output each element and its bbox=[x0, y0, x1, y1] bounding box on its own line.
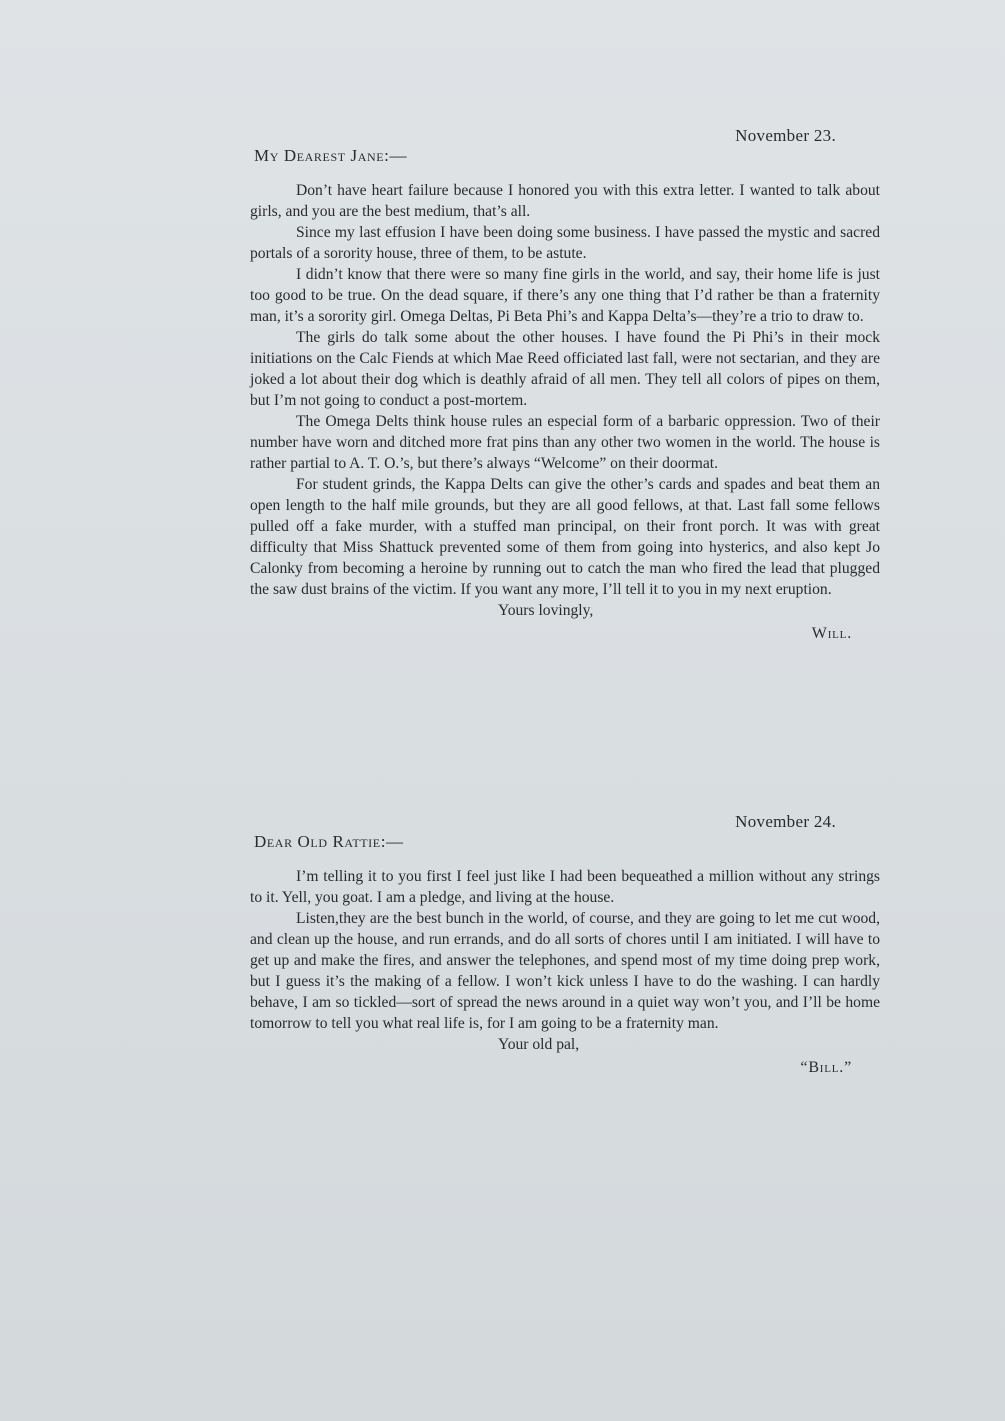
letter-november-24 bbox=[250, 812, 880, 1077]
letter-paragraph: Since my last effusion I have been doing some business. I have passed the mystic and sacred portals of a sorority house, three of them, to be astute. bbox=[250, 224, 880, 262]
letter-date: November 23. bbox=[735, 126, 836, 145]
letter-salutation: My Dearest Jane:— bbox=[254, 146, 408, 165]
letter-paragraph: The girls do talk some about the other houses. I have found the Pi Phi’s in their mock initiations on the Calc Fiends at which Mae Reed officiated last fall, were not sectarian, and they are joked a lot about their dog which is deathly afraid of all men. They tell all colors of pipes on them, but I’m not going to conduct a post-mortem. bbox=[250, 329, 880, 409]
letter-signature: Will. bbox=[811, 625, 852, 642]
letter-paragraph: I didn’t know that there were so many fine girls in the world, and say, their home life is just too good to be true. On the dead square, if there’s any one thing that I’d rather be than a fraternity man, it’s a sorority girl. Omega Deltas, Pi Beta Phi’s and Kappa Delta’s—they’re a trio to draw to. bbox=[250, 266, 880, 325]
letter-signature: “Bill.” bbox=[800, 1059, 852, 1076]
letter-november-23 bbox=[250, 126, 880, 643]
letter-salutation: Dear Old Rattie:— bbox=[254, 832, 404, 851]
letter-paragraph: I’m telling it to you first I feel just like I had been bequeathed a million without any strings to it. Yell, you goat. I am a pledge, and living at the house. bbox=[250, 868, 880, 906]
letter-paragraph: Listen,they are the best bunch in the world, of course, and they are going to let me cut wood, and clean up the house, and run errands, and do all sorts of chores until I am initiated. I will have to get up and make the fires, and answer the telephones, and spend most of my time doing prep work, but I guess it’s the making of a fellow. I won’t kick unless I have to do the washing. I can hardly behave, I am so tickled—sort of spread the news around in a quiet way won’t you, and I’ll be home tomorrow to tell you what real life is, for I am going to be a fraternity man. bbox=[250, 910, 880, 1032]
letter-paragraph: Don’t have heart failure because I honored you with this extra letter. I wanted to talk about girls, and you are the best medium, that’s all. bbox=[250, 182, 880, 220]
letter-paragraph: For student grinds, the Kappa Delts can give the other’s cards and spades and beat them an open length to the half mile grounds, but they are all good fellows, at that. Last fall some fellows pulled off a fake murder, with a stuffed man principal, on their front porch. It was with great difficulty that Miss Shattuck prevented some of them from going into hysterics, and also kept Jo Calonky from becoming a heroine by running out to catch the man who fired the lead that plugged the saw dust brains of the victim. If you want any more, I’ll tell it to you in my next eruption. bbox=[250, 476, 880, 598]
letter-closing: Your old pal, bbox=[498, 1036, 580, 1053]
letter-date: November 24. bbox=[735, 812, 836, 831]
letter-closing: Yours lovingly, bbox=[498, 602, 594, 619]
letter-paragraph: The Omega Delts think house rules an especial form of a barbaric oppression. Two of their number have worn and ditched more frat pins than any other two women in the world. The house is rather partial to A. T. O.’s, but there’s always “Welcome” on their doormat. bbox=[250, 413, 880, 472]
